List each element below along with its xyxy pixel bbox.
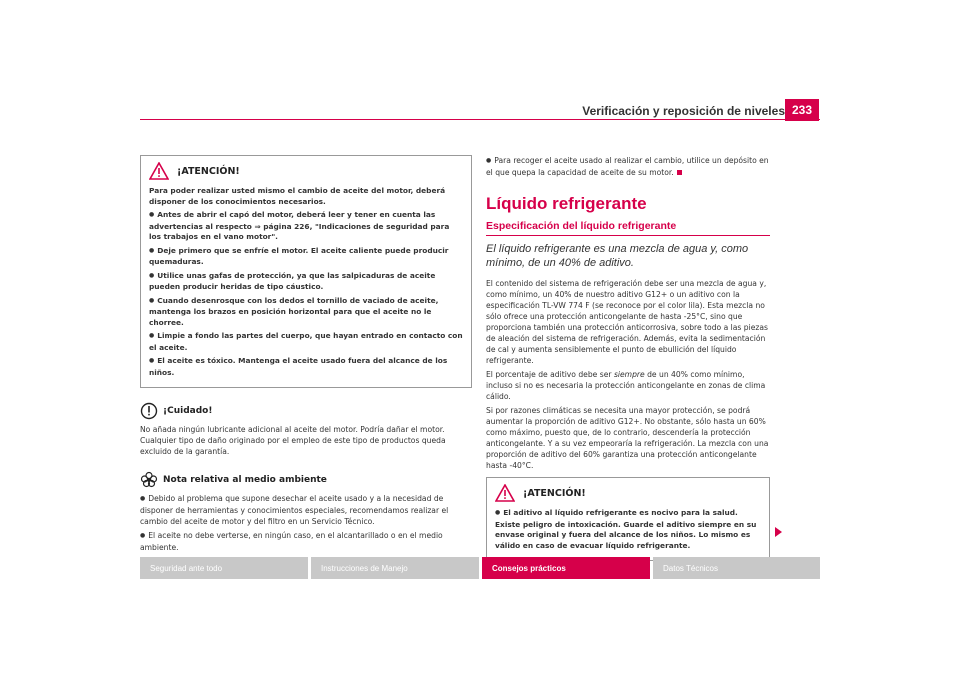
- left-column: [140, 155, 472, 556]
- warning-triangle-icon: [495, 484, 515, 502]
- environment-bullet: ● Debido al problema que supone desechar el aceite usado y a la necesidad de disponer de herramientas y conocimientos especiales, recomendamos realizar el cambio del aceite de motor y del filtro en un Servicio Técnico.: [140, 493, 472, 527]
- warning-triangle-icon: [149, 162, 169, 180]
- warning-bullet: ● Cuando desenrosque con los dedos el tornillo de vaciado de aceite, mantenga los brazos en posición horizontal para que el aceite no le chorree.: [149, 296, 463, 329]
- environment-heading: [140, 471, 472, 489]
- section-title: Líquido refrigerante: [486, 194, 647, 213]
- caution-heading: [140, 402, 472, 420]
- coolant-climate-paragraph: Si por razones climáticas se necesita una mayor protección, se podrá aumentar la proporción de aditivo G12+. No obstante, sólo hasta un 60% como máximo, puesto que, de lo contrario, descendería la protección anticongelante. Y a su vez empeoraría la refrigeración. La mezcla con una proporción de aditivo del 60% garantiza una protección anticongelante hasta -40°C.: [486, 406, 769, 470]
- warning-bullet: ● Antes de abrir el capó del motor, deberá leer y tener en cuenta las advertencias al respecto ⇒ página 226, "Indicaciones de seguridad para los trabajos en el vano motor".: [149, 210, 463, 243]
- warning-bullet: ● Deje primero que se enfríe el motor. El aceite caliente puede producir quemaduras.: [149, 246, 463, 268]
- right-column: [486, 155, 770, 561]
- warning-bullet: ● Limpie a fondo las partes del cuerpo, que hayan entrado en contacto con el aceite.: [149, 331, 463, 353]
- environment-title: Nota relativa al medio ambiente: [163, 474, 327, 485]
- header-divider: [140, 119, 820, 120]
- footer-tab-instrucciones[interactable]: Instrucciones de Manejo: [311, 557, 479, 579]
- warning-bullet: ● El aditivo al líquido refrigerante es nocivo para la salud. Existe peligro de intoxicación. Guarde el aditivo siempre en su envase original y fuera del alcance de los niños. Lo mismo es válido en caso de evacuar líquido refrigerante.: [495, 508, 761, 551]
- environment-bullet: ● El aceite no debe verterse, en ningún caso, en el alcantarillado o en el medio ambiente.: [140, 530, 472, 553]
- footer-tab-consejos[interactable]: Consejos prácticos: [482, 557, 650, 579]
- subsection-title: Especificación del líquido refrigerante: [486, 221, 770, 236]
- caution-text: No añada ningún lubricante adicional al aceite del motor. Podría dañar el motor. Cualquier tipo de daño originado por el empleo de este tipo de productos queda excluido de la garantía.: [140, 425, 446, 456]
- section-end-marker: [677, 170, 682, 175]
- warning-box: [140, 155, 472, 388]
- page-number: 233: [785, 99, 819, 121]
- caution-title: ¡Cuidado!: [163, 405, 213, 416]
- intro-text: El líquido refrigerante es una mezcla de agua y, como mínimo, de un 40% de aditivo.: [486, 243, 749, 269]
- warning-title: ¡ATENCIÓN!: [523, 487, 586, 499]
- oil-container-bullet: ● Para recoger el aceite usado al realizar el cambio, utilice un depósito en el que quepa la capacidad de aceite de su motor.: [486, 155, 770, 178]
- page-header-title: Verificación y reposición de niveles: [582, 104, 785, 118]
- warning-bullet: ● Utilice unas gafas de protección, ya que las salpicaduras de aceite pueden producir heridas de tipo cáustico.: [149, 271, 463, 293]
- continue-arrow-icon: [775, 527, 782, 537]
- coolant-percentage-paragraph: El porcentaje de aditivo debe ser siempre de un 40% como mínimo, incluso si no es necesaria la protección anticongelante en zonas de clima cálido.: [486, 370, 766, 401]
- footer-tab-seguridad[interactable]: Seguridad ante todo: [140, 557, 308, 579]
- coolant-warning-box: [486, 477, 770, 561]
- warning-bullet: ● El aceite es tóxico. Mantenga el aceite usado fuera del alcance de los niños.: [149, 356, 463, 378]
- coolant-paragraph: El contenido del sistema de refrigeración debe ser una mezcla de agua y, como mínimo, un 40% de nuestro aditivo G12+ o un aditivo con la especificación TL-VW 774 F (se reconoce por el color lila). Esta mezcla no sólo ofrece una protección anticongelante de hasta -25°C, sino que proporciona también una protección anticorrosiva, sobre todo a las piezas de aleación del sistema de refrigeración. Además, evita la sedimentación de cal y aumenta sensiblemente el punto de ebullición del líquido refrigerante.: [486, 279, 768, 365]
- caution-icon: [140, 402, 158, 420]
- footer-tab-datos[interactable]: Datos Técnicos: [653, 557, 820, 579]
- flower-icon: [140, 471, 158, 489]
- warning-title: ¡ATENCIÓN!: [177, 165, 240, 177]
- warning-intro: Para poder realizar usted mismo el cambio de aceite del motor, deberá disponer de los conocimientos necesarios.: [149, 186, 446, 206]
